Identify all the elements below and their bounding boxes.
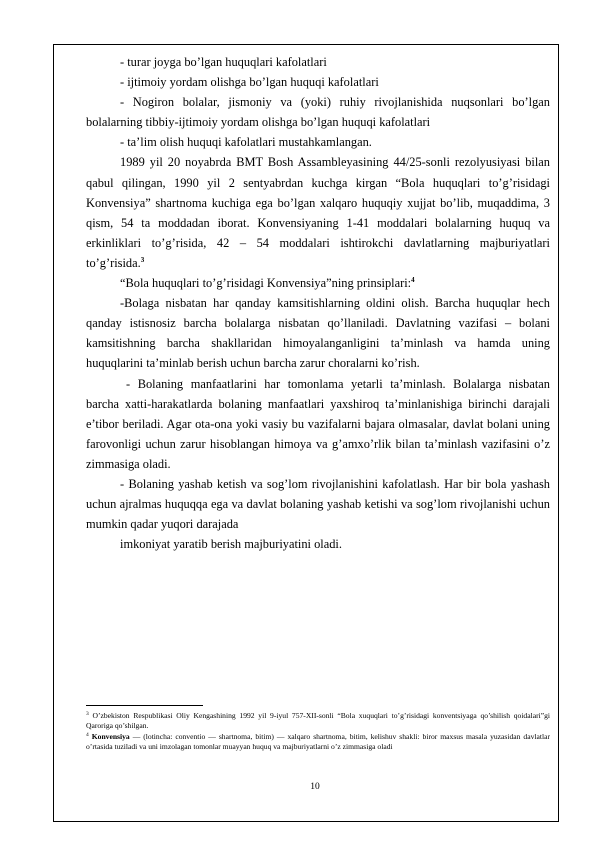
footnote-4-term: Konvensiya (91, 731, 130, 741)
paragraph-housing-guarantees: - turar joyga bo’lgan huquqlari kafolatlari (120, 55, 327, 69)
footnote-4-number: 4 (86, 731, 89, 738)
paragraph-education-rights: - ta’lim olish huquqi kafolatlari mustahkamlangan. (120, 135, 372, 150)
paragraph-survival-development: - Bolaning yashab ketish va sog’lom rivojlanishini kafolatlash. Har bir bola yashash uchun ajralmas huquqqa ega va davlat bolaning yashab ketishi va sog’lom rivojlanishi uchun mumkin qadar yuqori darajada (86, 476, 550, 532)
paragraph-principles-heading (86, 273, 550, 293)
footnote-4-text: — (lotincha: conventio — shartnoma, bitim) — xalqaro shartnoma, bitim, kelishuv shakli: biror maxsus masala yuzasidan davlatlar o’rtasida tuziladi va uni imzolagan tomonlar muayyan huquq va majburiyatlarni o’z zimmasiga oladi (86, 731, 550, 752)
footnote-3-text: O’zbekiston Respublikasi Oliy Kengashining 1992 yil 9-iyul 757-XII-sonli “Bola xuquqlari to’g’risidagi konventsiyaga qo’shilish qoidalari”gi Qaroriga qo’shilgan. (86, 711, 550, 731)
page-number: 10 (310, 782, 320, 792)
paragraph-non-discrimination: -Bolaga nisbatan har qanday kamsitishlarning oldini olish. Barcha huquqlar hech qanday istisnosiz barcha bolalarga nisbatan qo’llaniladi. Davlatning vazifasi – bolani kamsitishning barcha shakllaridan himoyalanganligini ta’minlash va hamda uning huquqlarini ta’minlab berish uchun barcha zarur choralarni ko’rish. (86, 296, 550, 371)
footnote-4 (86, 732, 550, 753)
footnotes (86, 711, 550, 753)
paragraph-convention-history (86, 152, 550, 273)
convention-history-text: 1989 yil 20 noyabrda BMT Bosh Assambleyasining 44/25-sonli rezolyusiyasi bilan qabul qilingan, 1990 yil 2 sentyabrdan kuchga kirgan “Bola huquqlari to’g’risidagi Konvensiya” shartnoma kuchiga ega bo’lgan xalqaro huquqiy xujjat bo’lib, muqaddima, 3 qism, 54 ta moddadan iborat. Konvensiyaning 1-41 moddalari bolalarning huquq va erkinliklari to’g’risida, 42 – 54 moddalari ishtirokchi davlatlarning majburiyatlari to’g’risida. (86, 155, 550, 270)
paragraph-opportunity: imkoniyat yaratib berish majburiyatini oladi. (120, 537, 342, 552)
footnote-separator (86, 705, 203, 706)
main-text (86, 52, 550, 554)
footnote-3 (86, 711, 550, 732)
principles-heading-text: “Bola huquqlari to’g’risidagi Konvensiya”ning prinsiplari: (120, 276, 412, 291)
footnote-ref-3[interactable]: 3 (140, 255, 145, 264)
paragraph-social-assistance: - ijtimoiy yordam olishga bo’lgan huquqi kafolatlari (120, 75, 379, 90)
footnote-ref-4[interactable]: 4 (411, 276, 415, 285)
paragraph-best-interests: - Bolaning manfaatlarini har tomonlama yetarli ta’minlash. Bolalarga nisbatan barcha xatti-harakatlarda bolaning manfaatlari yaxshiroq ta’minlanishiga birinchi darajali e’tibor beriladi. Agar ota-ona yoki vasiy bu vazifalarni bajara olmasalar, davlat bolani uning farovonligi uchun zarur hisoblangan himoya va g’amxo’rlik bilan ta’minlash vazifasini o’z zimmasiga oladi. (86, 376, 550, 471)
footnote-3-number: 3 (86, 711, 89, 717)
paragraph-disabled-children: - Nogiron bolalar, jismoniy va (yoki) ruhiy rivojlanishida nuqsonlari bo’lgan bolalarning tibbiy-ijtimoiy yordam olishga bo’lgan huquqi kafolatlari (86, 95, 550, 130)
